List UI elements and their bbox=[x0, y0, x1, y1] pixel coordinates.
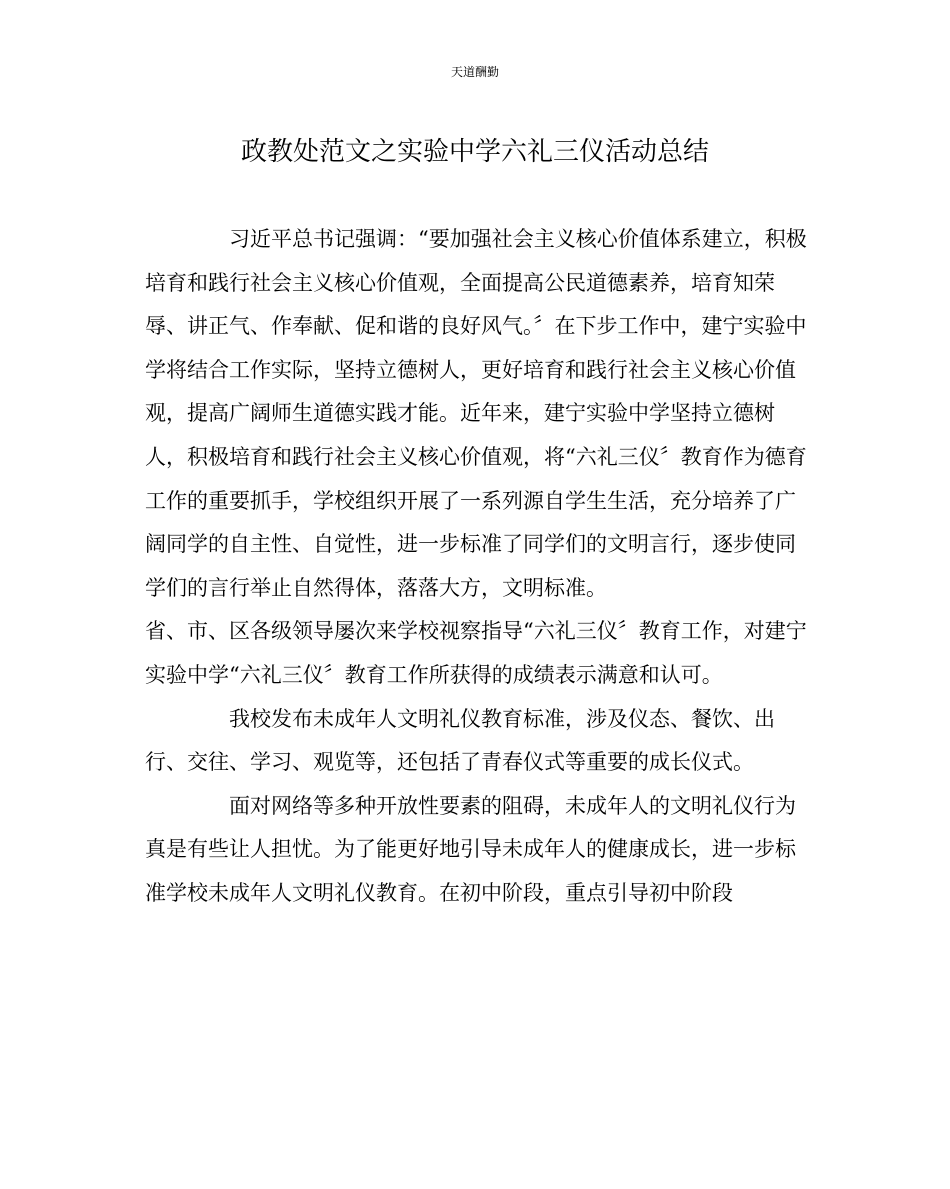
page-header: 天道酬勤 bbox=[450, 65, 499, 79]
paragraph-4: 面对网络等多种开放性要素的阻碍，未成年人的文明礼仪行为真是有些让人担忧。为了能更好地引导未成年人的健康成长，进一步标准学校未成年人文明礼仪教育。在初中阶段，重点引导初中阶段 bbox=[145, 793, 796, 905]
paragraph-3: 我校发布未成年人文明礼仪教育标准，涉及仪态、餐饮、出行、交往、学习、观览等，还包括了青春仪式等重要的成长仪式。 bbox=[145, 706, 775, 775]
paragraph-1: 习近平总书记强调：“要加强社会主义核心价值体系建立，积极培育和践行社会主义核心价值观，全面提高公民道德素养，培育知荣辱、讲正气、作奉献、促和谐的良好风气。〞在下步工作中，建宁实验中学将结合工作实际，坚持立德树人，更好培育和践行社会主义核心价值观，提高广阔师生道德实践才能。近年来，建宁实验中学坚持立德树人，积极培育和践行社会主义核心价值观，将“六礼三仪〞教育作为德育工作的重要抓手，学校组织开展了一系列源自学生生活，充分培养了广阔同学的自主性、自觉性，进一步标准了同学们的文明言行，逐步使同学们的言行举止自然得体，落落大方，文明标准。 bbox=[145, 227, 807, 600]
paragraph-2: 省、市、区各级领导屡次来学校视察指导“六礼三仪〞教育工作，对建宁实验中学“六礼三仪〞教育工作所获得的成绩表示满意和认可。 bbox=[145, 619, 807, 687]
document-body bbox=[145, 218, 810, 916]
document-title: 政教处范文之实验中学六礼三仪活动总结 bbox=[240, 137, 709, 167]
